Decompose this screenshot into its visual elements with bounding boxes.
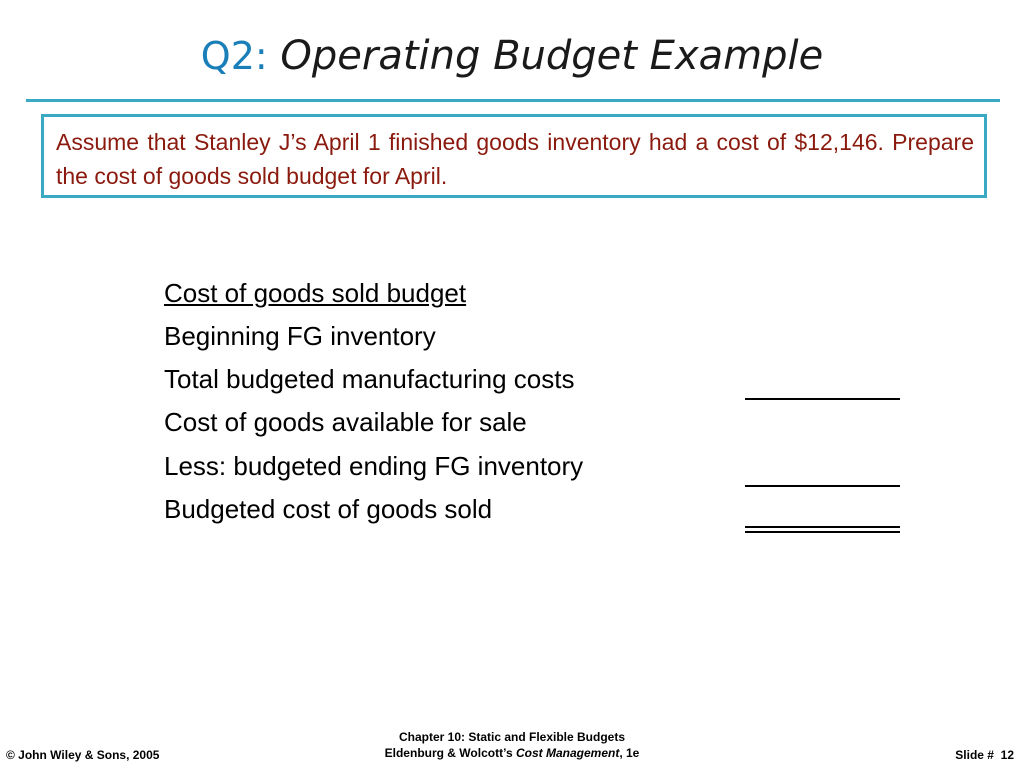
row-ending-fg-inventory: Less: budgeted ending FG inventory <box>164 451 584 481</box>
blank-line-ending-inventory <box>745 485 900 487</box>
footer-edition: , 1e <box>619 746 640 760</box>
footer-book-line <box>0 745 1024 761</box>
footer-authors: Eldenburg & Wolcott’s <box>384 746 513 760</box>
title-divider <box>26 99 1000 102</box>
problem-text: Assume that Stanley J’s April 1 finished goods inventory had a cost of $12,146. Prepare the cost of goods sold budget for April. <box>56 129 974 189</box>
row-goods-available-for-sale: Cost of goods available for sale <box>164 407 527 437</box>
footer-center <box>0 729 1024 761</box>
slide-title <box>0 28 1024 84</box>
slide-label: Slide # <box>955 748 994 762</box>
budget-heading: Cost of goods sold budget <box>164 278 467 308</box>
footer-slide-number <box>955 747 1014 763</box>
blank-line-manufacturing <box>745 398 900 400</box>
problem-box <box>41 114 987 198</box>
row-beginning-fg-inventory: Beginning FG inventory <box>164 321 436 351</box>
double-underline-cogs <box>745 526 900 533</box>
slide-number: 12 <box>1000 748 1014 762</box>
footer-book-title: Cost Management <box>515 746 620 760</box>
row-total-manufacturing-costs: Total budgeted manufacturing costs <box>164 364 575 394</box>
title-prefix: Q2: <box>200 34 268 78</box>
footer-copyright: © John Wiley & Sons, 2005 <box>6 748 160 762</box>
footer-chapter: Chapter 10: Static and Flexible Budgets <box>398 730 626 744</box>
title-main: Operating Budget Example <box>280 33 824 79</box>
row-budgeted-cogs: Budgeted cost of goods sold <box>164 494 493 524</box>
